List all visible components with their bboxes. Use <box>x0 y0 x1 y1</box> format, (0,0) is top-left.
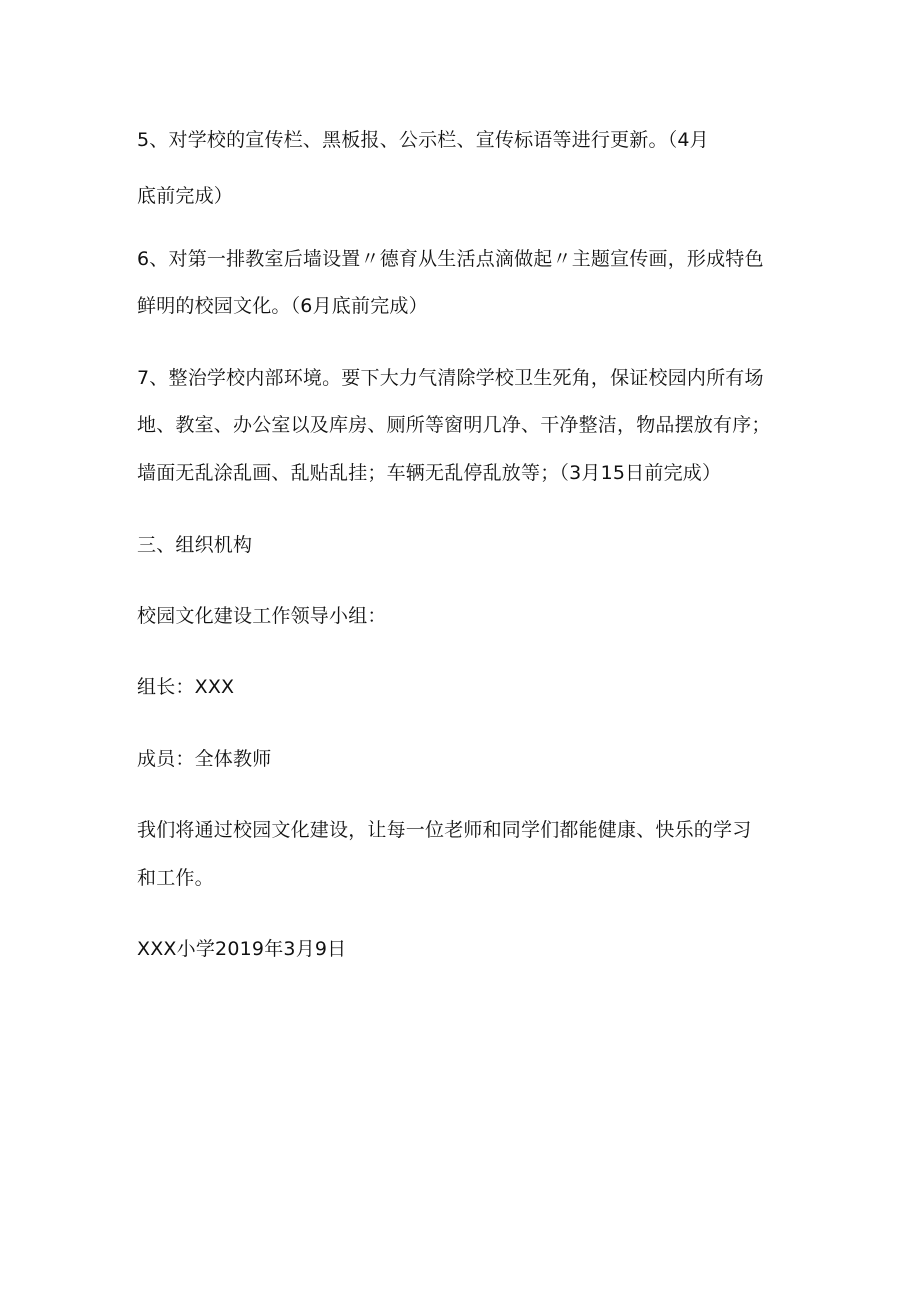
signature-date: XXX小学2019年3月9日 <box>137 938 347 960</box>
item6-line2: 鲜明的校园文化。（6月底前完成） <box>137 295 428 317</box>
item7-line2: 地、教室、办公室以及库房、厕所等窗明几净、干净整洁，物品摆放有序； <box>137 414 771 436</box>
item5-line1: 5、对学校的宣传栏、黑板报、公示栏、宣传标语等进行更新。（4月 <box>137 129 709 151</box>
members-line: 成员：全体教师 <box>137 748 272 770</box>
section-heading-organization: 三、组织机构 <box>137 534 253 556</box>
item7-line3: 墙面无乱涂乱画、乱贴乱挂；车辆无乱停乱放等；（3月15日前完成） <box>137 462 722 484</box>
leader-line: 组长：XXX <box>137 676 235 698</box>
item5-line2: 底前完成） <box>137 185 234 207</box>
closing-line2: 和工作。 <box>137 867 214 889</box>
closing-line1: 我们将通过校园文化建设，让每一位老师和同学们都能健康、快乐的学习 <box>137 819 752 841</box>
item7-line1: 7、整治学校内部环境。要下大力气清除学校卫生死角，保证校园内所有场 <box>137 367 764 389</box>
item6-line1: 6、对第一排教室后墙设置〃德育从生活点滴做起〃主题宣传画，形成特色 <box>137 248 764 270</box>
group-title: 校园文化建设工作领导小组： <box>137 605 387 627</box>
